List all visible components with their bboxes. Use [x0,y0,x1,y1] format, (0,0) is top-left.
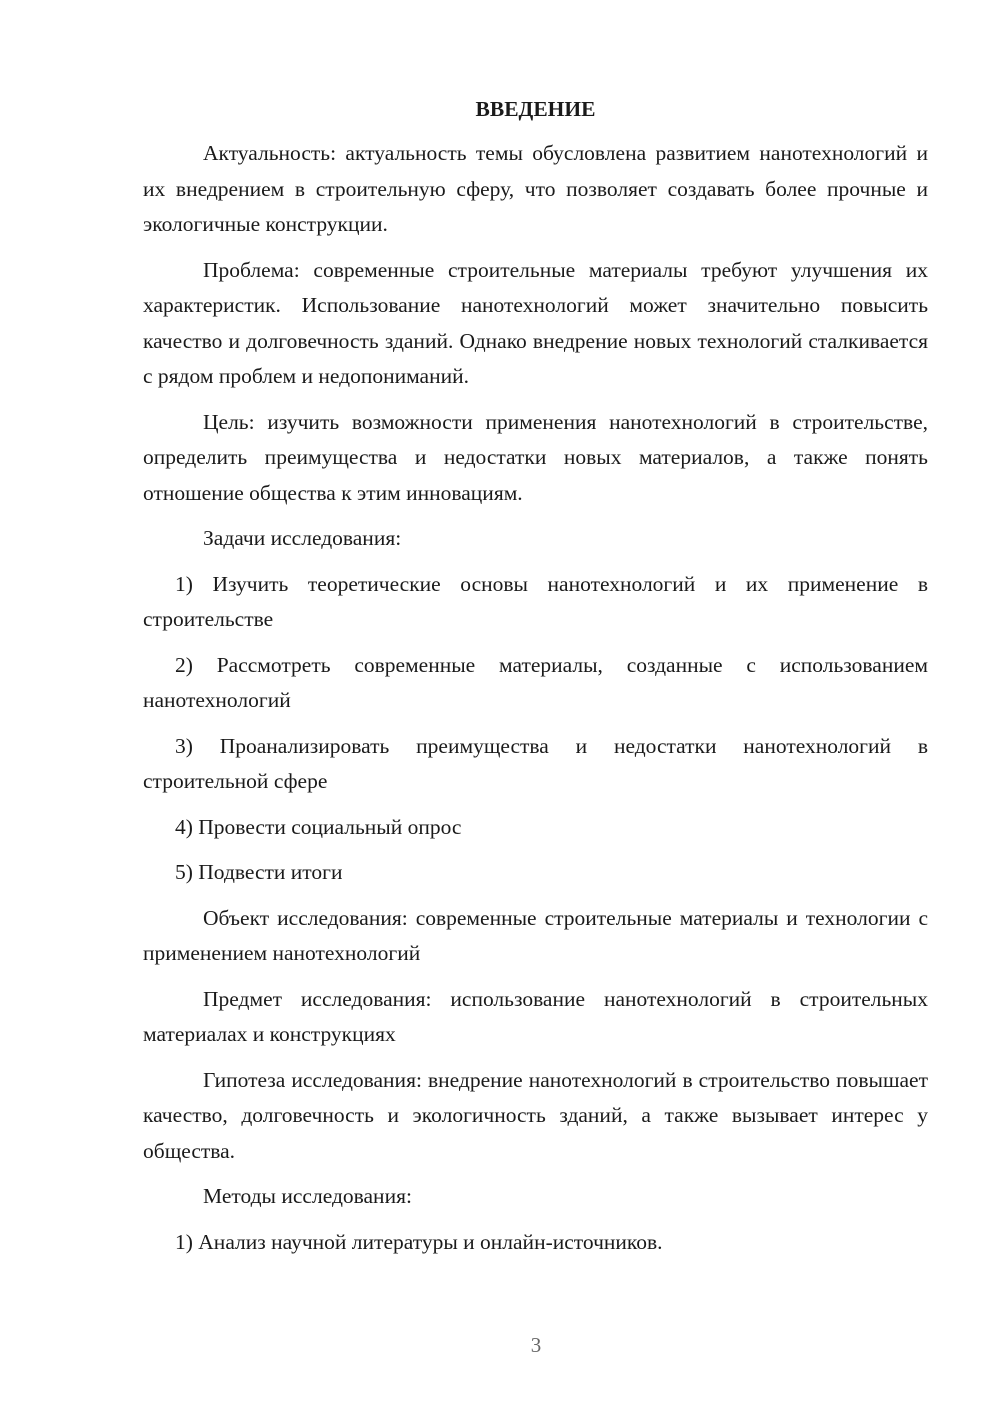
page-number: 3 [530,1333,542,1357]
task-item: 1) Изучить теоретические основы нанотехнологий и их применение в строительстве [143,571,928,631]
method-item: 1) Анализ научной литературы и онлайн-источников. [175,1229,663,1254]
page-content [143,94,928,1270]
tasks-title: Задачи исследования: [203,526,402,550]
section-heading: ВВЕДЕНИЕ [475,97,596,121]
problem-paragraph: Проблема: современные строительные материалы требуют улучшения их характеристик. Использование нанотехнологий может значительно повысить качество и долговечность зданий. Однако внедрение новых технологий сталкивается с рядом проблем и недопониманий. [143,257,928,388]
goal-paragraph: Цель: изучить возможности применения нанотехнологий в строительстве, определить преимущества и недостатки новых материалов, а также понять отношение общества к этим инновациям. [143,409,928,505]
task-item: 2) Рассмотреть современные материалы, созданные с использованием нанотехнологий [143,652,928,712]
relevance-paragraph: Актуальность: актуальность темы обусловлена развитием нанотехнологий и их внедрением в строительную сферу, что позволяет создавать более прочные и экологичные конструкции. [143,141,928,236]
methods-title: Методы исследования: [203,1184,412,1208]
task-item: 5) Подвести итоги [175,860,343,884]
subject-paragraph: Предмет исследования: использование нанотехнологий в строительных материалах и конструкциях [143,986,928,1046]
task-item: 3) Проанализировать преимущества и недостатки нанотехнологий в строительной сфере [143,733,928,793]
object-paragraph: Объект исследования: современные строительные материалы и технологии с применением нанотехнологий [143,905,928,965]
hypothesis-paragraph: Гипотеза исследования: внедрение нанотехнологий в строительство повышает качество, долговечность и экологичность зданий, а также вызывает интерес у общества. [143,1067,928,1163]
task-item: 4) Провести социальный опрос [175,814,462,839]
